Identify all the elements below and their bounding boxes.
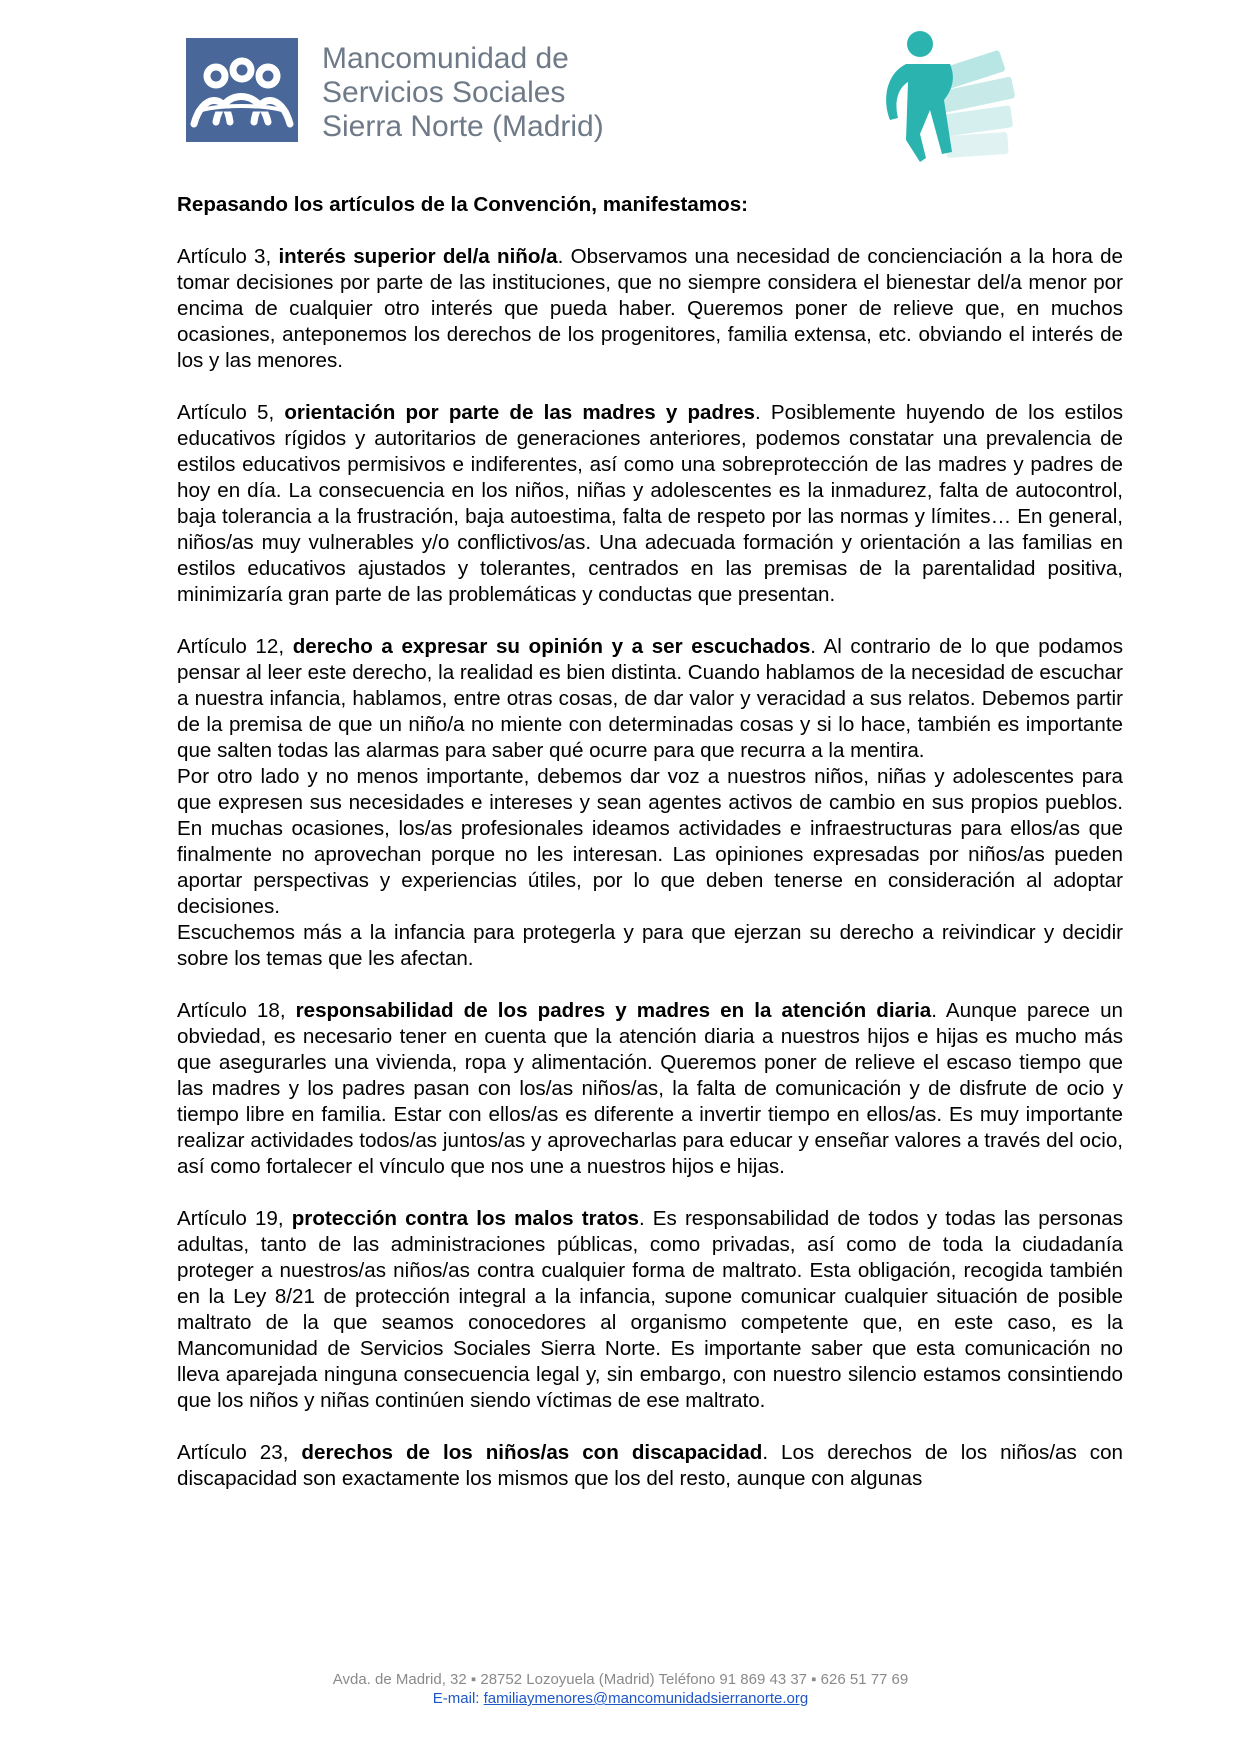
article-5-prefix: Artículo 5, — [177, 401, 285, 424]
article-23-text: . Los derechos de los niños/as con discapacidad son exactamente los mismos que los del resto, aunque con algunas — [177, 1441, 1123, 1490]
article-23-title: derechos de los niños/as con discapacidad — [301, 1441, 763, 1464]
article-5-paragraph — [177, 400, 1123, 608]
article-19-text: . Es responsabilidad de todos y todas las personas adultas, tanto de las administraciones públicas, como privadas, así como de toda la ciudadanía proteger a nuestros/as niños/as contra cualquier forma de maltrato. Esta obligación, recogida también en la Ley 8/21 de protección integral a la infancia, supone comunicar cualquier situación de posible maltrato de la que seamos conocedores al organismo competente que, en este caso, es la Mancomunidad de Servicios Sociales Sierra Norte. Es importante saber que esta comunicación no lleva aparejada ninguna consecuencia legal y, sin embargo, con nuestro silencio estamos consintiendo que los niños y niñas continúen siendo víctimas de ese maltrato. — [177, 1207, 1123, 1412]
article-12-extra-paragraph-2: Escuchemos más a la infancia para protegerla y para que ejerzan su derecho a reivindicar y decidir sobre los temas que les afectan. — [177, 921, 1123, 970]
article-18-prefix: Artículo 18, — [177, 999, 296, 1022]
people-chain-icon — [186, 38, 298, 142]
document-body — [177, 192, 1123, 1518]
org-name-line1: Mancomunidad de — [322, 42, 569, 75]
article-12-extra-paragraph-1: Por otro lado y no menos importante, debemos dar voz a nuestros niños, niñas y adolescentes para que expresen sus necesidades e intereses y sean agentes activos de cambio en sus propios pueblos. En muchas ocasiones, los/as profesionales ideamos actividades e infraestructuras para ellos/as que finalmente no aprovechan porque no les interesan. Las opiniones expresadas por niños/as pueden aportar perspectivas y experiencias útiles, por lo que deben tenerse en consideración al adoptar decisiones. — [177, 765, 1123, 918]
article-12-prefix: Artículo 12, — [177, 635, 293, 658]
page-header — [0, 0, 1241, 190]
organization-name — [322, 42, 604, 144]
person-figure-icon — [876, 30, 1026, 170]
article-12-paragraph — [177, 634, 1123, 764]
article-18-title: responsabilidad de los padres y madres en la atención diaria — [295, 999, 932, 1022]
footer-email-label: E-mail: — [432, 1690, 484, 1707]
article-23-prefix: Artículo 23, — [177, 1441, 302, 1464]
article-5-text: . Posiblemente huyendo de los estilos educativos rígidos y autoritarios de generaciones anteriores, podemos constatar una prevalencia de estilos educativos permisivos e indiferentes, así como una sobreprotección de las madres y padres de hoy en día. La consecuencia en los niños, niñas y adolescentes es la inmadurez, falta de autocontrol, baja tolerancia a la frustración, baja autoestima, falta de respeto por las normas y límites… En general, niños/as muy vulnerables y/o conflictivos/as. Una adecuada formación y orientación a las familias en estilos educativos ajustados y tolerantes, centrados en las premisas de la parentalidad positiva, minimizaría gran parte de las problemáticas y conductas que presentan. — [177, 401, 1123, 606]
footer-email-link[interactable]: familiaymenores@mancomunidadsierranorte.org — [483, 1690, 809, 1707]
article-12-text: . Al contrario de lo que podamos pensar al leer este derecho, la realidad es bien distinta. Cuando hablamos de la necesidad de escuchar a nuestra infancia, hablamos, entre otras cosas, de dar valor y veracidad a sus relatos. Debemos partir de la premisa de que un niño/a no miente con determinadas cosas y si lo hace, también es importante que salten todas las alarmas para saber qué ocurre para que recurra a la mentira. — [177, 635, 1123, 762]
footer-email-line — [0, 1689, 1241, 1708]
article-3-prefix: Artículo 3, — [177, 245, 279, 268]
article-19-prefix: Artículo 19, — [177, 1207, 292, 1230]
article-12-title: derecho a expresar su opinión y a ser escuchados — [292, 635, 811, 658]
article-3-title: interés superior del/a niño/a — [278, 245, 558, 268]
article-18-paragraph — [177, 998, 1123, 1180]
article-19-paragraph — [177, 1206, 1123, 1414]
article-23-paragraph — [177, 1440, 1123, 1492]
page-footer — [0, 1670, 1241, 1708]
org-name-line3: Sierra Norte (Madrid) — [322, 110, 604, 143]
mancomunidad-logo — [186, 38, 298, 142]
social-services-logo — [876, 30, 1026, 170]
article-19-title: protección contra los malos tratos — [291, 1207, 639, 1230]
org-name-line2: Servicios Sociales — [322, 76, 566, 109]
footer-address: Avda. de Madrid, 32 ▪ 28752 Lozoyuela (Madrid) Teléfono 91 869 43 37 ▪ 626 51 77 69 — [332, 1671, 909, 1688]
document-heading: Repasando los artículos de la Convención, manifestamos: — [177, 193, 749, 216]
article-5-title: orientación por parte de las madres y padres — [284, 401, 755, 424]
article-18-text: . Aunque parece un obviedad, es necesario tener en cuenta que la atención diaria a nuestros hijos e hijas es mucho más que asegurarles una vivienda, ropa y alimentación. Queremos poner de relieve el escaso tiempo que las madres y los padres pasan con los/as niños/as, la falta de comunicación y de disfrute de ocio y tiempo libre en familia. Estar con ellos/as es diferente a invertir tiempo en ellos/as. Es muy importante realizar actividades todos/as juntos/as y aprovecharlas para educar y enseñar valores a través del ocio, así como fortalecer el vínculo que nos une a nuestros hijos e hijas. — [177, 999, 1123, 1178]
article-3-text: . Observamos una necesidad de concienciación a la hora de tomar decisiones por parte de las instituciones, que no siempre considera el bienestar del/a menor por encima de cualquier otro interés que pueda haber. Queremos poner de relieve que, en muchos ocasiones, anteponemos los derechos de los progenitores, familia extensa, etc. obviando el interés de los y las menores. — [177, 245, 1123, 372]
article-3-paragraph — [177, 244, 1123, 374]
